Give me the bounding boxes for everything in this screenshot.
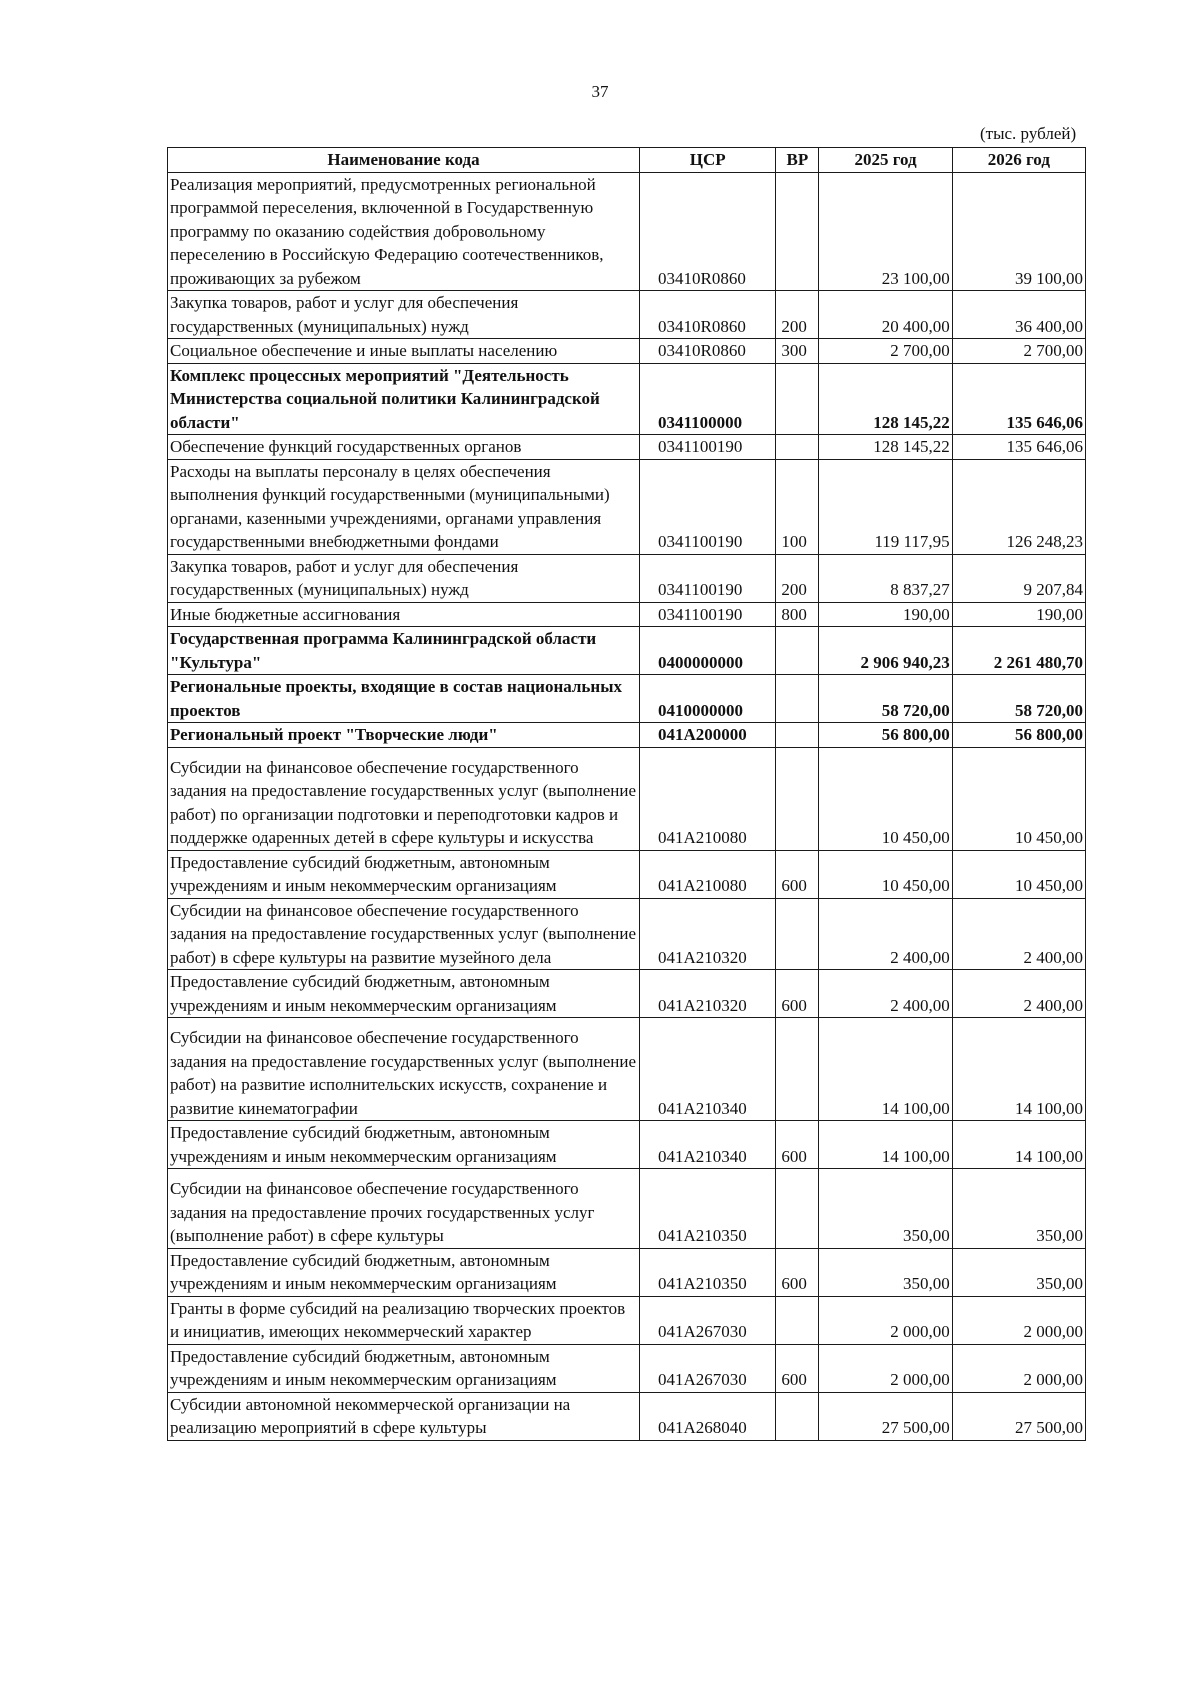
- cell-csr: 03410R0860: [640, 291, 776, 339]
- table-row: [168, 1296, 1086, 1344]
- cell-vr: [776, 747, 819, 850]
- cell-2026: 350,00: [952, 1248, 1085, 1296]
- cell-csr: 0341100190: [640, 435, 776, 460]
- cell-csr: 03410R0860: [640, 339, 776, 364]
- cell-2025: 10 450,00: [819, 850, 952, 898]
- table-row: [168, 339, 1086, 364]
- cell-name: Обеспечение функций государственных органов: [168, 435, 640, 460]
- cell-vr: [776, 435, 819, 460]
- table-row: [168, 675, 1086, 723]
- table-row: [168, 172, 1086, 291]
- cell-vr: 100: [776, 459, 819, 554]
- cell-2026: 2 000,00: [952, 1296, 1085, 1344]
- cell-vr: 600: [776, 1344, 819, 1392]
- cell-csr: 041A210340: [640, 1018, 776, 1121]
- cell-2025: 128 145,22: [819, 435, 952, 460]
- cell-csr: 041A267030: [640, 1296, 776, 1344]
- cell-csr: 041A210350: [640, 1169, 776, 1249]
- cell-vr: 200: [776, 291, 819, 339]
- budget-table: [167, 147, 1086, 1441]
- cell-csr: 03410R0860: [640, 172, 776, 291]
- cell-name: Субсидии автономной некоммерческой организации на реализацию мероприятий в сфере культуры: [168, 1392, 640, 1440]
- cell-name: Предоставление субсидий бюджетным, автономным учреждениям и иным некоммерческим организациям: [168, 1344, 640, 1392]
- cell-2026: 9 207,84: [952, 554, 1085, 602]
- cell-name: Социальное обеспечение и иные выплаты населению: [168, 339, 640, 364]
- cell-csr: 041A268040: [640, 1392, 776, 1440]
- cell-2025: 2 906 940,23: [819, 627, 952, 675]
- cell-2025: 119 117,95: [819, 459, 952, 554]
- cell-name: Иные бюджетные ассигнования: [168, 602, 640, 627]
- cell-vr: 600: [776, 850, 819, 898]
- cell-vr: [776, 675, 819, 723]
- cell-csr: 0341100190: [640, 602, 776, 627]
- table-row: [168, 554, 1086, 602]
- cell-csr: 0341100190: [640, 459, 776, 554]
- cell-2025: 14 100,00: [819, 1018, 952, 1121]
- cell-vr: 800: [776, 602, 819, 627]
- cell-vr: 200: [776, 554, 819, 602]
- cell-2026: 2 400,00: [952, 898, 1085, 970]
- cell-2025: 8 837,27: [819, 554, 952, 602]
- cell-2026: 2 261 480,70: [952, 627, 1085, 675]
- cell-2026: 2 000,00: [952, 1344, 1085, 1392]
- cell-2026: 135 646,06: [952, 363, 1085, 435]
- table-row: [168, 1121, 1086, 1169]
- cell-2026: 27 500,00: [952, 1392, 1085, 1440]
- header-2026: 2026 год: [952, 148, 1085, 173]
- cell-2026: 350,00: [952, 1169, 1085, 1249]
- cell-2025: 350,00: [819, 1169, 952, 1249]
- cell-vr: 600: [776, 1121, 819, 1169]
- cell-2026: 39 100,00: [952, 172, 1085, 291]
- cell-csr: 041A200000: [640, 723, 776, 748]
- table-row: [168, 627, 1086, 675]
- cell-name: Предоставление субсидий бюджетным, автономным учреждениям и иным некоммерческим организациям: [168, 850, 640, 898]
- cell-2026: 14 100,00: [952, 1121, 1085, 1169]
- cell-vr: [776, 723, 819, 748]
- units-label: (тыс. рублей): [980, 124, 1077, 143]
- cell-2025: 350,00: [819, 1248, 952, 1296]
- header-2025: 2025 год: [819, 148, 952, 173]
- cell-2026: 10 450,00: [952, 850, 1085, 898]
- cell-vr: [776, 627, 819, 675]
- cell-2026: 14 100,00: [952, 1018, 1085, 1121]
- cell-2026: 2 700,00: [952, 339, 1085, 364]
- cell-csr: 041A267030: [640, 1344, 776, 1392]
- cell-vr: [776, 1169, 819, 1249]
- cell-vr: [776, 1392, 819, 1440]
- cell-vr: 600: [776, 1248, 819, 1296]
- cell-2026: 2 400,00: [952, 970, 1085, 1018]
- cell-name: Реализация мероприятий, предусмотренных региональной программой переселения, включенной в Государственную программу по оказанию содействия добровольному переселению в Российскую Федерацию соотечественников, проживающих за рубежом: [168, 172, 640, 291]
- cell-vr: 600: [776, 970, 819, 1018]
- table-row: [168, 459, 1086, 554]
- cell-2025: 2 000,00: [819, 1344, 952, 1392]
- cell-csr: 0410000000: [640, 675, 776, 723]
- cell-name: Расходы на выплаты персоналу в целях обеспечения выполнения функций государственными (муниципальными) органами, казенными учреждениями, органами управления государственными внебюджетными фондами: [168, 459, 640, 554]
- cell-2026: 10 450,00: [952, 747, 1085, 850]
- cell-name: Предоставление субсидий бюджетным, автономным учреждениям и иным некоммерческим организациям: [168, 1248, 640, 1296]
- table-row: [168, 1392, 1086, 1440]
- cell-2025: 27 500,00: [819, 1392, 952, 1440]
- cell-2025: 2 400,00: [819, 970, 952, 1018]
- cell-csr: 0341100000: [640, 363, 776, 435]
- cell-2025: 10 450,00: [819, 747, 952, 850]
- table-row: [168, 1169, 1086, 1249]
- cell-name: Предоставление субсидий бюджетным, автономным учреждениям и иным некоммерческим организациям: [168, 970, 640, 1018]
- table-row: [168, 850, 1086, 898]
- cell-name: Государственная программа Калининградской области "Культура": [168, 627, 640, 675]
- cell-name: Гранты в форме субсидий на реализацию творческих проектов и инициатив, имеющих некоммерческий характер: [168, 1296, 640, 1344]
- cell-2025: 190,00: [819, 602, 952, 627]
- cell-vr: [776, 363, 819, 435]
- cell-2025: 2 700,00: [819, 339, 952, 364]
- cell-name: Субсидии на финансовое обеспечение государственного задания на предоставление государственных услуг (выполнение работ) на развитие исполнительских искусств, сохранение и развитие кинематографии: [168, 1018, 640, 1121]
- cell-2025: 58 720,00: [819, 675, 952, 723]
- table-row: [168, 1248, 1086, 1296]
- page-number: 37: [591, 82, 609, 101]
- cell-2026: 126 248,23: [952, 459, 1085, 554]
- cell-csr: 041A210080: [640, 747, 776, 850]
- header-row: [168, 148, 1086, 173]
- table-row: [168, 435, 1086, 460]
- cell-name: Субсидии на финансовое обеспечение государственного задания на предоставление государственных услуг (выполнение работ) в сфере культуры на развитие музейного дела: [168, 898, 640, 970]
- cell-2026: 58 720,00: [952, 675, 1085, 723]
- table-row: [168, 898, 1086, 970]
- header-csr: ЦСР: [640, 148, 776, 173]
- table-row: [168, 363, 1086, 435]
- cell-2026: 36 400,00: [952, 291, 1085, 339]
- cell-2025: 56 800,00: [819, 723, 952, 748]
- cell-2026: 190,00: [952, 602, 1085, 627]
- table-row: [168, 1344, 1086, 1392]
- cell-name: Субсидии на финансовое обеспечение государственного задания на предоставление государственных услуг (выполнение работ) по организации подготовки и переподготовки кадров и поддержке одаренных детей в сфере культуры и искусства: [168, 747, 640, 850]
- cell-2025: 2 000,00: [819, 1296, 952, 1344]
- cell-name: Комплекс процессных мероприятий "Деятельность Министерства социальной политики Калининградской области": [168, 363, 640, 435]
- cell-vr: [776, 898, 819, 970]
- cell-csr: 041A210350: [640, 1248, 776, 1296]
- cell-name: Субсидии на финансовое обеспечение государственного задания на предоставление прочих государственных услуг (выполнение работ) в сфере культуры: [168, 1169, 640, 1249]
- header-vr: ВР: [776, 148, 819, 173]
- cell-vr: [776, 172, 819, 291]
- cell-vr: 300: [776, 339, 819, 364]
- cell-vr: [776, 1296, 819, 1344]
- cell-csr: 041A210320: [640, 970, 776, 1018]
- table-row: [168, 291, 1086, 339]
- header-name: Наименование кода: [168, 148, 640, 173]
- cell-csr: 0400000000: [640, 627, 776, 675]
- table-row: [168, 747, 1086, 850]
- cell-2025: 2 400,00: [819, 898, 952, 970]
- cell-name: Региональный проект "Творческие люди": [168, 723, 640, 748]
- cell-csr: 041A210080: [640, 850, 776, 898]
- cell-csr: 0341100190: [640, 554, 776, 602]
- cell-csr: 041A210320: [640, 898, 776, 970]
- table-row: [168, 723, 1086, 748]
- cell-2025: 14 100,00: [819, 1121, 952, 1169]
- cell-2025: 20 400,00: [819, 291, 952, 339]
- cell-2025: 23 100,00: [819, 172, 952, 291]
- cell-csr: 041A210340: [640, 1121, 776, 1169]
- table-row: [168, 602, 1086, 627]
- cell-name: Закупка товаров, работ и услуг для обеспечения государственных (муниципальных) нужд: [168, 291, 640, 339]
- table-row: [168, 1018, 1086, 1121]
- cell-2026: 135 646,06: [952, 435, 1085, 460]
- cell-name: Региональные проекты, входящие в состав национальных проектов: [168, 675, 640, 723]
- cell-vr: [776, 1018, 819, 1121]
- cell-2025: 128 145,22: [819, 363, 952, 435]
- cell-2026: 56 800,00: [952, 723, 1085, 748]
- table-header: [168, 148, 1086, 173]
- cell-name: Предоставление субсидий бюджетным, автономным учреждениям и иным некоммерческим организациям: [168, 1121, 640, 1169]
- table-row: [168, 970, 1086, 1018]
- table-body: [168, 172, 1086, 1440]
- cell-name: Закупка товаров, работ и услуг для обеспечения государственных (муниципальных) нужд: [168, 554, 640, 602]
